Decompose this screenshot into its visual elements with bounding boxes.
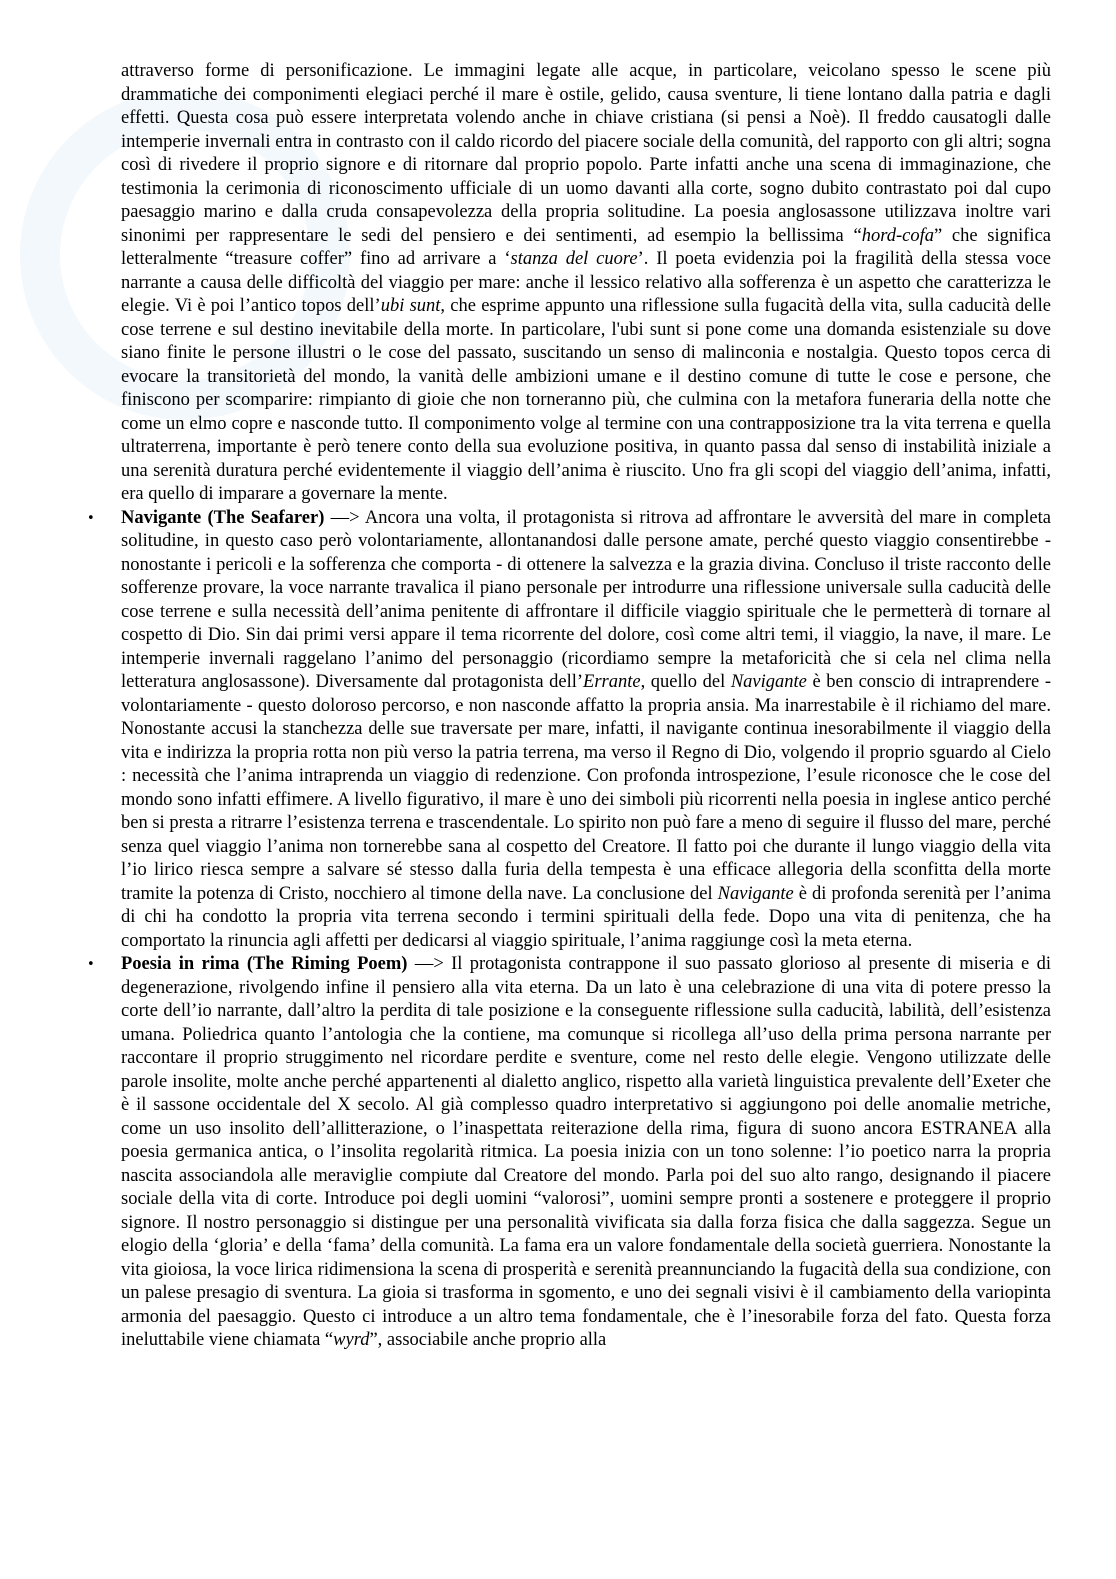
riming-poem-title: Poesia in rima (The Riming Poem) (121, 954, 408, 974)
body-text (87, 60, 1052, 1353)
seafarer-title: Navigante (The Seafarer) (121, 507, 325, 528)
list-item-riming-poem: • Poesia in rima (The Riming Poem) —> Il protagonista contrappone il suo passato glorioso al presente di miseria e di degenerazione, rivolgendo infine il pensiero alla vita eterna. Da un lato è una celebrazione di una vita di potere presso la corte dell’io narrante, dall’altro la perdita di tale posizione e la conseguente riflessione sulla caducità, labilità, dell’esistenza umana. Poliedrica quanto l’antologia che la contiene, ma comunque si ricollega all’uso della prima persona narrante per raccontare il proprio struggimento nel ricordare perdite e sventure, come nel resto delle elegie. Vengono utilizzate delle parole insolite, molte anche perché appartenenti al dialetto anglico, rispetto alla varietà linguistica prevalente dell’Exeter che è il sassone occidentale del X secolo. Al già complesso quadro interpretativo si aggiungono poi delle anomalie metriche, come un uso insolito dell’allitterazione, o l’inaspettata reiterazione della rima, figura di suono ancora ESTRANEA alla poesia germanica antica, o l’insolita regolarità ritmica. La poesia inizia con un tono solenne: l’io poetico narra la propria nascita associandola alle meraviglie compiute dal Creatore del mondo. Parla poi del suo alto rango, designando il piacere sociale della vita di corte. Introduce poi degli uomini “valorosi”, uomini sempre pronti a sostenere e proteggere il proprio signore. Il nostro personaggio si distingue per una personalità vivificata sia dalla forza fisica che dalla saggezza. Segue un elogio della ‘gloria’ e della ‘fama’ della comunità. La fama era un valore fondamentale della società guerriera. Nonostante la vita gioiosa, la voce lirica ridimensiona la scena di prosperità e serenità preannunciando la fugacità della sua condizione, con un palese presagio di sventura. La gioia si trasforma in sgomento, e uno dei segnali visivi è il cambiamento della variopinta armonia del paesaggio. Questo ci introduce a un altro tema fondamentale, che è l’inesorabile forza del fato. Questa forza ineluttabile viene chiamata “wyrd”, associabile anche proprio alla (87, 954, 1051, 1350)
intro-paragraph: attraverso forme di personificazione. Le immagini legate alle acque, in particolare, veicolano spesso le scene più drammatiche dei componimenti elegiaci perché il mare è ostile, gelido, causa sventure, li tiene lontano dalla patria e dagli effetti. Questa cosa può essere interpretata volendo anche in chiave cristiana (si pensi a Noè). Il freddo causatogli dalle intemperie invernali entra in contrasto con il caldo ricordo del piacere sociale della comunità, del rapporto con gli altri; sogna così di rivedere il proprio signore e di ritornare dal proprio popolo. Parte infatti anche una scena di immaginazione, che testimonia la cerimonia di riconoscimento ufficiale di un uomo davanti alla corte, sogno dubito contrastato poi dal cupo paesaggio marino e dalla cruda consapevolezza della propria solitudine. La poesia anglosassone utilizzava inoltre vari sinonimi per rappresentare le sedi del pensiero e dei sentimenti, ad esempio la bellissima “hord-cofa” che significa letteralmente “treasure coffer” fino ad arrivare a ‘stanza del cuore’. Il poeta evidenzia poi la fragilità della stessa voce narrante a causa delle difficoltà del viaggio per mare: anche il lessico relativo alla sofferenza è un aspetto che caratterizza le elegie. Vi è poi l’antico topos dell’ubi sunt, che esprime appunto una riflessione sulla fugacità della vita, sulla caducità delle cose terrene e sul destino inevitabile della morte. In particolare, l'ubi sunt si pone come una domanda esistenziale su dove siano finite le persone illustri o le cose del passato, suscitando un senso di malinconia e nostalgia. Questo topos cerca di evocare la transitorietà del mondo, la vanità delle ambizioni umane e il destino comune di tutte le cose e persone, che finiscono per scomparire: rimpianto di gioie che non torneranno più, che culmina con la metafora funeraria della notte che come un elmo copre e nasconde tutto. Il componimento volge al termine con una contrapposizione tra la vita terrena e quella ultraterrena, importante è però tenere conto della sua evoluzione positiva, in quanto passa dal senso di instabilità iniziale a una serenità duratura perché evidentemente il viaggio dell’anima è riuscito. Uno fra gli scopi del viaggio dell’anima, infatti, era quello di imparare a governare la mente. (121, 61, 1052, 504)
bullet-icon: • (87, 510, 95, 526)
bullet-icon: • (87, 957, 95, 972)
list-item-seafarer: • Navigante (The Seafarer) —> Ancora una volta, il protagonista si ritrova ad affrontare le avversità del mare in completa solitudine, in questo caso però volontariamente, allontanandosi dalle persone amate, perché questo viaggio consentirebbe - nonostante i pericoli e la sofferenza che comporta - di ottenere la salvezza e la grazia divina. Concluso il triste racconto delle sofferenze provare, la voce narrante travalica il piano personale per introdurre una riflessione universale sulla caducità delle cose terrene e sulla necessità dell’anima penitente di affrontare il difficile viaggio spirituale che le permetterà di tornare al cospetto di Dio. Sin dai primi versi appare il tema ricorrente del dolore, così come altri temi, il viaggio, la nave, il mare. Le intemperie invernali raggelano l’animo del personaggio (ricordiamo sempre la metaforicità che si cela nel clima nella letteratura anglosassone). Diversamente dal protagonista dell’Errante, quello del Navigante è ben conscio di intraprendere - volontariamente - questo doloroso percorso, e non nasconde affatto la propria ansia. Ma inarrestabile è il richiamo del mare. Nonostante accusi la stanchezza delle sue traversate per mare, infatti, il navigante continua inesorabilmente il viaggio della vita e indirizza la propria rotta non più verso la patria terrena, ma verso il Regno di Dio, volgendo il proprio sguardo al Cielo : necessità che l’anima intraprenda un viaggio di redenzione. Con profonda introspezione, l’esule riconosce che le cose del mondo sono infatti effimere. A livello figurativo, il mare è uno dei simboli più ricorrenti nella poesia in inglese antico perché ben si presta a ritrarre l’esistenza terrena e trascendentale. Lo spirito non può fare a meno di seguire il flusso del mare, perché senza quel viaggio l’anima non tornerebbe sana al cospetto del Creatore. Il fatto poi che durante il lungo viaggio della vita l’io lirico riesca sempre a salvare sé stesso dalla furia della tempesta è una efficace allegoria della sconfitta della morte tramite la potenza di Cristo, nocchiero al timone della nave. La conclusione del Navigante è di profonda serenità per l’anima di chi ha condotto la propria vita terrena secondo i termini spirituali della fede. Dopo una vita di penitenza, che ha comportato la rinuncia agli affetti per dedicarsi al viaggio spirituale, l’anima raggiunge così la meta eterna. (87, 507, 1052, 951)
